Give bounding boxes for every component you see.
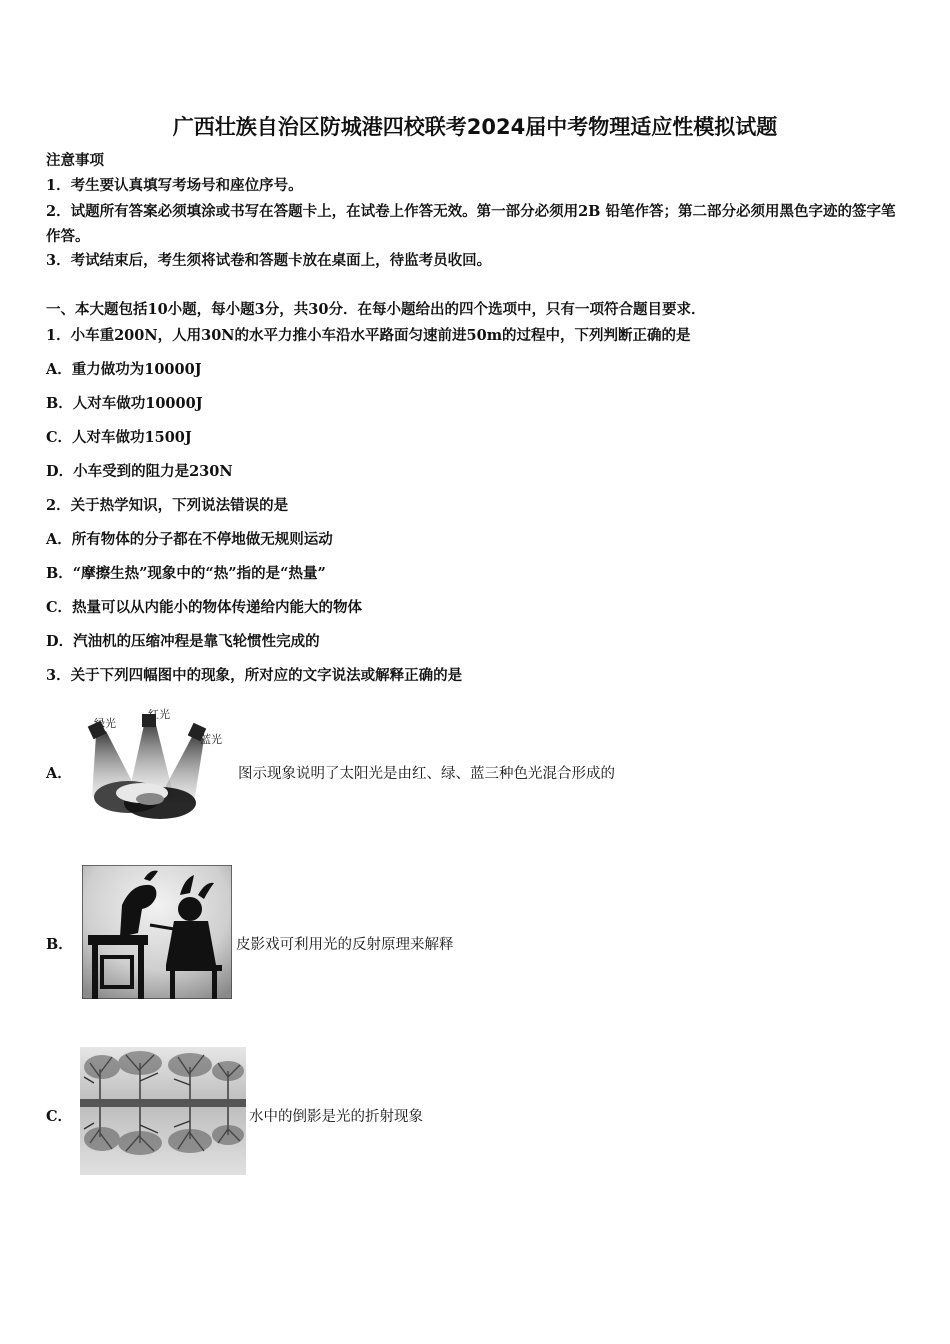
question-1-option-b: B．人对车做功10000J [46,395,203,412]
question-3-stem: 3．关于下列四幅图中的现象，所对应的文字说法或解释正确的是 [46,667,463,684]
question-3-option-c-text: 水中的倒影是光的折射现象 [249,1109,423,1125]
question-2-stem: 2．关于热学知识，下列说法错误的是 [46,497,289,514]
page-title: 广西壮族自治区防城港四校联考2024届中考物理适应性模拟试题 [172,115,778,139]
question-1-option-a: A．重力做功为10000J [46,361,202,378]
question-3-option-a-text: 图示现象说明了太阳光是由红、绿、蓝三种色光混合形成的 [238,766,615,782]
question-1-option-c: C．人对车做功1500J [46,429,192,446]
question-3-option-c-label: C． [46,1108,73,1125]
notice-item-1: 1．考生要认真填写考场号和座位序号。 [46,177,303,194]
green-light-label: 绿光 [94,717,116,730]
question-3-option-a-label: A． [46,765,72,782]
blue-light-label: 蓝光 [200,733,222,746]
question-1-stem: 1．小车重200N，人用30N的水平力推小车沿水平路面匀速前进50m的过程中，下列判断正确的是 [46,327,691,344]
red-light-label: 红光 [148,708,170,721]
question-2-option-d: D．汽油机的压缩冲程是靠飞轮惯性完成的 [46,633,320,650]
notice-item-2: 2．试题所有答案必须填涂或书写在答题卡上，在试卷上作答无效。第一部分必须用2B 铅笔作答；第二部分必须用黑色字迹的签字笔作答。 [46,203,896,245]
shadow-puppet-figure [82,865,232,999]
lake-reflection-figure [80,1047,246,1175]
light-mixing-figure [80,705,230,820]
notice-item-3: 3．考试结束后，考生须将试卷和答题卡放在桌面上，待监考员收回。 [46,252,492,269]
question-3-option-b-label: B． [46,936,73,953]
section-heading: 一、本大题包括10小题，每小题3分，共30分．在每小题给出的四个选项中，只有一项符合题目要求． [46,301,706,318]
notice-heading: 注意事项 [46,152,104,169]
question-2-option-a: A．所有物体的分子都在不停地做无规则运动 [46,531,333,548]
question-3-option-b-text: 皮影戏可利用光的反射原理来解释 [236,937,454,953]
question-2-option-b: B．“摩擦生热”现象中的“热”指的是“热量” [46,565,326,582]
question-2-option-c: C．热量可以从内能小的物体传递给内能大的物体 [46,599,363,616]
question-1-option-d: D．小车受到的阻力是230N [46,463,233,480]
